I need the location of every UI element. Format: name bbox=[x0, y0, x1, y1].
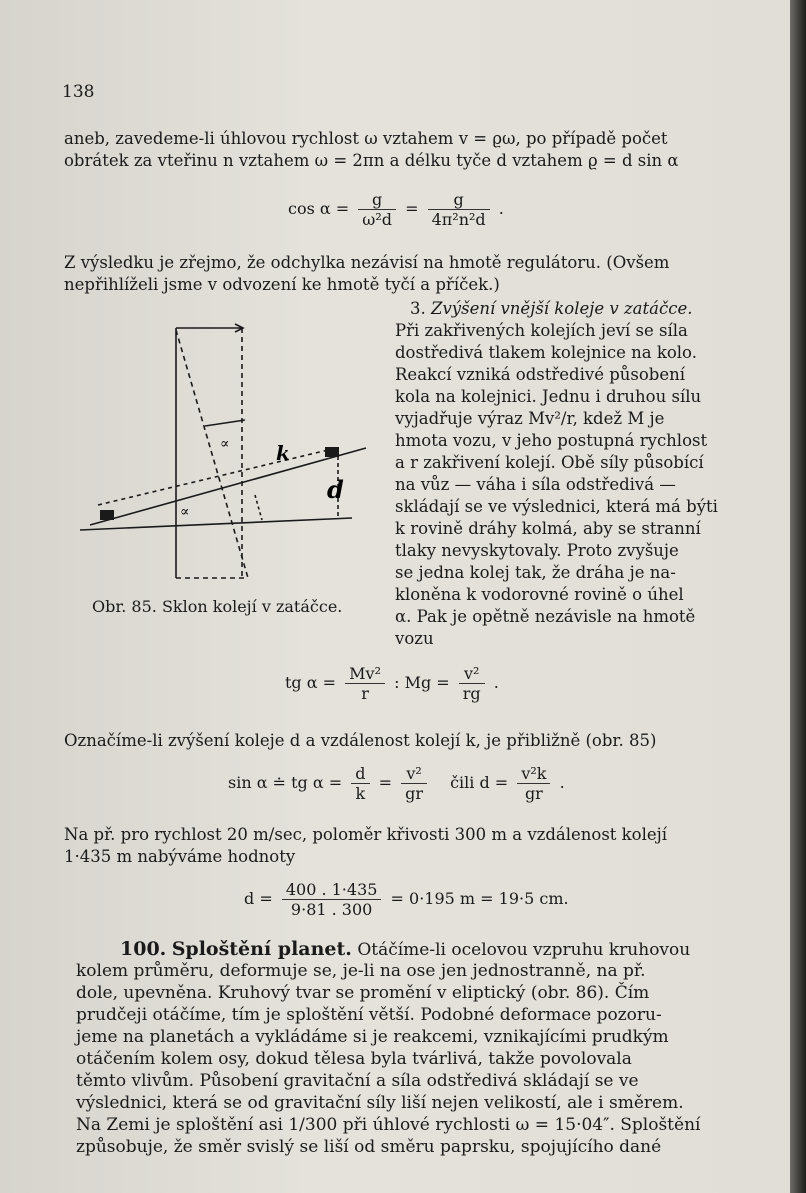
rail-right bbox=[325, 447, 339, 457]
eq3-equals: = bbox=[378, 773, 392, 792]
eq3-fraction-1 bbox=[351, 764, 369, 803]
section3-line: se jedna kolej tak, že dráha je na- bbox=[395, 563, 676, 582]
section100-line: prudčeji otáčíme, tím je sploštění větší. Podobné deformace pozoru- bbox=[76, 1005, 662, 1025]
eq1-fraction-2 bbox=[428, 190, 490, 229]
section100-first-line: Otáčíme-li ocelovou vzpruhu kruhovou bbox=[357, 940, 691, 960]
section100-number: 100. bbox=[120, 938, 167, 960]
eq3-num-1: d bbox=[355, 764, 366, 783]
eq1-num-2: g bbox=[453, 190, 464, 209]
section100-line: výslednici, která se od gravitační síly liší nejen velikostí, ale i směrem. bbox=[76, 1093, 684, 1113]
section3-line: hmota vozu, v jeho postupná rychlost bbox=[395, 431, 708, 450]
example-line-2: 1·435 m nabýváme hodnoty bbox=[64, 847, 296, 866]
eq3-den-1: k bbox=[351, 783, 369, 803]
dashed-k-line bbox=[98, 450, 328, 505]
section3-line: tlaky nevyskytovaly. Proto zvyšuje bbox=[395, 541, 679, 560]
equation-cos-alpha bbox=[288, 190, 504, 229]
eq2-mid: : Mg = bbox=[394, 673, 450, 692]
eq3-num-2: v² bbox=[406, 764, 422, 783]
eq4-rhs: = 0·195 m = 19·5 cm. bbox=[390, 889, 569, 908]
section100-line: kolem průměru, deformuje se, je-li na ose jen jednostranně, na př. bbox=[76, 961, 646, 981]
section3-line: kola na kolejnici. Jednu i druhou sílu bbox=[395, 387, 702, 406]
section3-line: skládají se ve výslednici, která má býti bbox=[395, 497, 718, 516]
section3-line: na vůz — váha i síla odstředivá — bbox=[395, 475, 676, 494]
eq2-end: . bbox=[493, 673, 499, 692]
section100-line: Na Zemi je sploštění asi 1/300 při úhlové rychlosti ω = 15·04″. Sploštění bbox=[76, 1115, 701, 1135]
eq2-num-1: Mv² bbox=[349, 664, 381, 683]
dashed-short bbox=[255, 495, 262, 520]
example-line-1: Na př. pro rychlost 20 m/sec, poloměr křivosti 300 m a vzdálenost kolejí bbox=[64, 825, 668, 844]
section3-line: k rovině dráhy kolmá, aby se stranní bbox=[395, 519, 701, 538]
label-k: k bbox=[276, 441, 290, 465]
eq3-mid: čili d = bbox=[450, 773, 509, 792]
intro-line-2: obrátek za vteřinu n vztahem ω = 2πn a délku tyče d vztahem ϱ = d sin α bbox=[64, 151, 679, 170]
inclined-track-line bbox=[90, 448, 366, 525]
section3-title-text: Zvýšení vnější koleje v zatáčce. bbox=[431, 299, 693, 318]
eq3-den-3: gr bbox=[517, 783, 550, 803]
intro-line-1: aneb, zavedeme-li úhlovou rychlost ω vztahem v = ϱω, po případě počet bbox=[64, 129, 668, 148]
eq2-lhs: tg α = bbox=[285, 673, 337, 692]
eq1-equals: = bbox=[405, 199, 419, 218]
eq3-lhs: sin α ≐ tg α = bbox=[228, 773, 343, 792]
figure-85-diagram bbox=[80, 320, 380, 590]
eq1-end: . bbox=[498, 199, 504, 218]
angle-mark bbox=[205, 420, 245, 426]
section3-line: vyjadřuje výraz Mv²/r, kdež M je bbox=[395, 409, 665, 428]
label-d: d bbox=[327, 475, 344, 504]
dashed-diagonal bbox=[176, 330, 248, 578]
eq2-num-2: v² bbox=[464, 664, 480, 683]
result-line-1: Z výsledku je zřejmo, že odchylka nezávisí na hmotě regulátoru. (Ovšem bbox=[64, 253, 670, 272]
denote-line: Označíme-li zvýšení koleje d a vzdálenost kolejí k, je přibližně (obr. 85) bbox=[64, 731, 657, 750]
book-spine-shadow bbox=[790, 0, 806, 1193]
eq1-num-1: g bbox=[372, 190, 383, 209]
eq2-den-2: rg bbox=[459, 683, 485, 703]
eq1-den-1: ω²d bbox=[358, 209, 396, 229]
ground-line bbox=[80, 518, 352, 530]
equation-d-value bbox=[244, 880, 569, 919]
section3-number: 3. bbox=[410, 299, 426, 318]
equation-tg-alpha bbox=[285, 664, 499, 703]
eq1-den-2: 4π²n²d bbox=[428, 209, 490, 229]
section100-body bbox=[76, 960, 736, 1158]
eq2-fraction-2 bbox=[459, 664, 485, 703]
equation-sin-alpha bbox=[228, 764, 565, 803]
figure-caption: Obr. 85. Sklon kolejí v zatáčce. bbox=[92, 597, 343, 616]
angle-alpha-label-top: ∝ bbox=[220, 436, 230, 452]
section100-title: Sploštění planet. bbox=[171, 938, 352, 960]
eq2-fraction-1 bbox=[345, 664, 385, 703]
result-line-2: nepřihlíželi jsme v odvození ke hmotě tyčí a příček.) bbox=[64, 275, 500, 294]
section100-line: dole, upevněna. Kruhový tvar se promění v eliptický (obr. 86). Čím bbox=[76, 983, 650, 1003]
eq4-lhs: d = bbox=[244, 889, 273, 908]
eq4-fraction bbox=[282, 880, 382, 919]
section3-body bbox=[395, 320, 725, 650]
section3-line: Při zakřivených kolejích jeví se síla bbox=[395, 321, 688, 340]
section3-title bbox=[410, 298, 740, 320]
eq3-num-3: v²k bbox=[521, 764, 547, 783]
section3-line: α. Pak je opětně nezávisle na hmotě bbox=[395, 607, 696, 626]
eq4-num: 400 . 1·435 bbox=[285, 880, 378, 899]
eq3-fraction-2 bbox=[401, 764, 427, 803]
eq3-fraction-3 bbox=[517, 764, 550, 803]
section3-line: Reakcí vzniká odstředivé působení bbox=[395, 365, 686, 384]
rail-left bbox=[100, 510, 114, 520]
section100-line: otáčením kolem osy, dokud tělesa byla tvárlivá, takže povolovala bbox=[76, 1049, 632, 1069]
section3-line: dostředivá tlakem kolejnice na kolo. bbox=[395, 343, 697, 362]
section100-line: způsobuje, že směr svislý se liší od směru paprsku, spojujícího dané bbox=[76, 1137, 662, 1157]
section100-heading-line bbox=[120, 938, 740, 961]
section100-line: jeme na planetách a vykládáme si je reakcemi, vznikajícími prudkým bbox=[76, 1027, 669, 1047]
eq2-den-1: r bbox=[345, 683, 385, 703]
section3-line: a r zakřivení kolejí. Obě síly působící bbox=[395, 453, 704, 472]
section3-line: vozu bbox=[395, 629, 434, 648]
eq1-fraction-1 bbox=[358, 190, 396, 229]
page-number: 138 bbox=[62, 82, 95, 102]
section3-line: kloněna k vodorovné rovině o úhel bbox=[395, 585, 684, 604]
eq3-den-2: gr bbox=[401, 783, 427, 803]
angle-alpha-label-bottom: ∝ bbox=[180, 504, 190, 520]
eq4-den: 9·81 . 300 bbox=[282, 899, 382, 919]
eq3-end: . bbox=[559, 773, 565, 792]
section100-line: těmto vlivům. Působení gravitační a síla odstředivá skládají se ve bbox=[76, 1071, 639, 1091]
eq1-lhs: cos α = bbox=[288, 199, 350, 218]
